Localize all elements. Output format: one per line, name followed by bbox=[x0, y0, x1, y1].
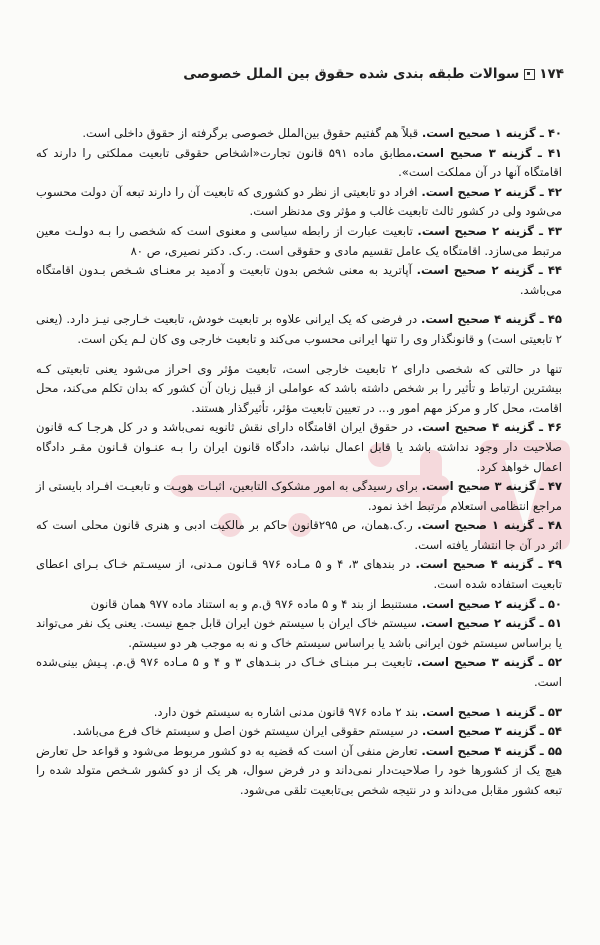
answer-item: ۴۰ ـ گزینه ۱ صحیح است. قبلاً هم گفتیم حقوق بین‌الملل خصوصی برگرفته از حقوق داخلی است. bbox=[82, 126, 562, 140]
answer-item: ۴۸ ـ گزینه ۱ صحیح است. ر.ک.همان، ص ۲۹۵قانون حاکم بر مالکیت ادبی و هنری قانون محلی است که اثر در آن جا انتشار یافته است. bbox=[36, 518, 562, 552]
page-number: ۱۷۴ bbox=[539, 66, 564, 82]
answer-item: ۴۶ ـ گزینه ۴ صحیح است. در حقوق ایران اقامتگاه دارای نقش ثانویه نمی‌باشد و در کل هرجـا کـه قانون صلاحیت دار وجود نداشته باشد یا قابل اعمال نباشد، دادگاه قانون ایران را بـه عنـوان قـانون مقـر دادگاه اعمال خواهد کرد. bbox=[36, 420, 562, 474]
answer-item: ۵۰ ـ گزینه ۲ صحیح است. مستنبط از بند ۴ و ۵ ماده ۹۷۶ ق.م و به استناد ماده ۹۷۷ همان قانون bbox=[90, 596, 562, 611]
answer-item: ۵۳ ـ گزینه ۱ صحیح است. بند ۲ ماده ۹۷۶ قانون مدنی اشاره به سیستم خون دارد. bbox=[153, 704, 562, 719]
answer-item: ۴۴ ـ گزینه ۲ صحیح است. آپاترید به معنی شخص بدون تابعیت و آدمید بر معنـای شـخص بـدون اقامتگاه می‌باشد. bbox=[36, 263, 562, 297]
page-title: سوالات طبقه بندی شده حقوق بین الملل خصوصی bbox=[183, 66, 520, 82]
answer-item: ۵۱ ـ گزینه ۲ صحیح است. سیستم خاک ایران با سیستم خون ایران قابل جمع نیست. یعنی یک نفر می‌تواند یا براساس سیستم خون ایرانی باشد یا براساس سیستم خاک و نه به موجب هر دو سیستم. bbox=[36, 616, 562, 650]
explanatory-note: تنها در حالتی که شخصی دارای ۲ تابعیت خارجی است، تابعیت مؤثر وی احراز می‌شود یعنی تابعیتی کـه بیشترین ارتباط و تأثیر را بر شخص داشته باشد که عواملی از قبیل زبان آن کشور که بدان تکلم می‌کند، محل اقامت، محل کار و مرکز مهم امور و... در تعیین تابعیت مؤثر، تأثیرگذار هستند. bbox=[36, 361, 562, 415]
answer-item: ۴۷ ـ گزینه ۳ صحیح است. برای رسیدگی به امور مشکوک التابعین، اثبـات هویـت و تابعیـت افـراد بایستی از مراجع انتظامی استعلام مرتبط اخذ نمود. bbox=[36, 479, 562, 513]
answer-item: ۵۴ ـ گزینه ۳ صحیح است. در سیستم حقوقی ایران سیستم خون اصل و سیستم خاک فرع می‌باشد. bbox=[72, 724, 562, 739]
answer-item: ۵۵ ـ گزینه ۴ صحیح است. تعارض منفی آن است که قضیه به دو کشور مربوط می‌شود و قواعد حل تعارض هیچ یک از کشورها خود را صلاحیت‌دار نمی‌داند و در فرض سوال، هر یک از دو کشور شـخص متولد شده را تبعه کشور مقابل می‌داند و در نتیجه شخص بی‌تابعیت تلقی می‌شود. bbox=[36, 743, 562, 797]
page-header bbox=[36, 66, 564, 88]
answer-item: ۴۳ ـ گزینه ۲ صحیح است. تابعیت عبارت از رابطه سیاسی و معنوی است که شخصی را بـه دولـت معین مرتبط می‌سازد. اقامتگاه یک عامل تقسیم مادی و حقوقی است. ر.ک. دکتر نصیری، ص ۸۰ bbox=[36, 223, 562, 258]
answer-item: ۴۱ ـ گزینه ۳ صحیح است.مطابق ماده ۵۹۱ قانون تجارت«اشخاص حقوقی تابعیت مملکتی را دارند که اقامتگاه آنها در آن مملکت است». bbox=[36, 145, 562, 180]
answer-item: ۴۹ ـ گزینه ۴ صحیح است. در بندهای ۳، ۴ و ۵ مـاده ۹۷۶ قـانون مـدنی، از سیسـتم خـاک بـرای اعطای تابعیت استفاده شده است. bbox=[36, 557, 562, 592]
answer-item: ۴۵ ـ گزینه ۴ صحیح است. در فرضی که یک ایرانی علاوه بر تابعیت خودش، تابعیت خـارجی نیـز دارد. (یعنی ۲ تابعیتی است) و قانونگذار وی را تنها ایرانی محسوب می‌کند و تابعیت خارجی وی کان لـم یکن است. bbox=[36, 312, 562, 346]
answer-item: ۵۲ ـ گزینه ۳ صحیح است. تابعیت بـر مبنـای خـاک در بنـدهای ۳ و ۴ و ۵ مـاده ۹۷۶ ق.م. پـیش بینی‌شده است. bbox=[36, 655, 562, 690]
answer-content bbox=[36, 124, 562, 801]
header-box-icon bbox=[524, 69, 535, 80]
answer-item: ۴۲ ـ گزینه ۲ صحیح است. افراد دو تابعیتی از نظر دو کشوری که تابعیت آن را دارند تبعه آن دولت محسوب می‌شود ولی در کشور ثالث تابعیت غالب و مؤثر وی مدنظر است. bbox=[36, 184, 562, 219]
